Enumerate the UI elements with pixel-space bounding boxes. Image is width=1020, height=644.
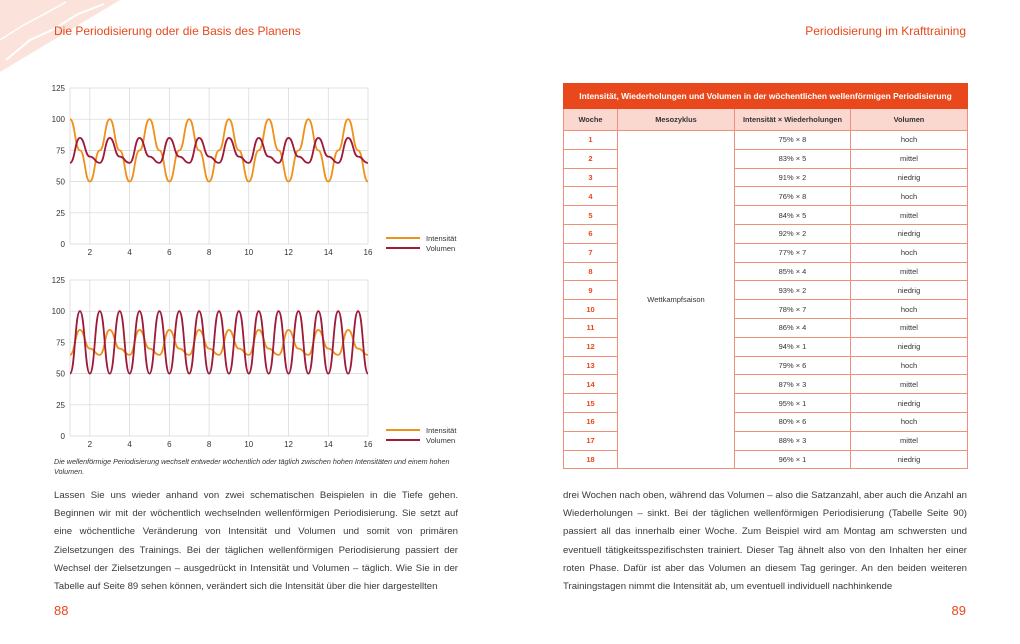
volume-cell: niedrig bbox=[851, 450, 968, 469]
corner-decoration bbox=[0, 0, 120, 80]
volume-cell: niedrig bbox=[851, 394, 968, 413]
x-tick-label: 6 bbox=[167, 440, 172, 449]
intensity-cell: 88% × 3 bbox=[735, 431, 851, 450]
volume-cell: mittel bbox=[851, 375, 968, 394]
intensity-cell: 95% × 1 bbox=[735, 394, 851, 413]
table-title: Intensität, Wiederholungen und Volumen in der wöchentlichen wellenförmigen Periodisierung bbox=[564, 84, 968, 109]
figure-caption: Die wellenförmige Periodisierung wechselt entweder wöchentlich oder täglich zwischen hohen Intensitäten und einem hohen Volumen. bbox=[54, 457, 450, 476]
week-cell: 7 bbox=[564, 243, 618, 262]
intensity-cell: 76% × 8 bbox=[735, 187, 851, 206]
week-cell: 6 bbox=[564, 224, 618, 243]
intensity-cell: 86% × 4 bbox=[735, 318, 851, 337]
y-tick-label: 75 bbox=[56, 338, 65, 348]
intensity-cell: 92% × 2 bbox=[735, 224, 851, 243]
volume-cell: hoch bbox=[851, 243, 968, 262]
paragraph-right: drei Wochen nach oben, während das Volumen – also die Satzanzahl, aber auch die Anzahl an Wiederholungen – sinkt. Bei der täglichen wellenförmigen Periodisierung (Tabelle Seite 90) passiert all das innerhalb einer Woche. Zum Beispiel wird am Montag am schwersten und eventuell tätigkeitsspezifischsten trainiert. Dieser Tag ähnelt also von den Inhalten her einer roten Phase. Dafür ist aber das Volumen an diesem Tag geringer. An den beiden weiteren Trainingstagen nimmt die Intensität ab, um eventuell individuell nachhinkende bbox=[563, 490, 967, 593]
weekly-undulation-chart bbox=[40, 80, 470, 262]
x-tick-label: 14 bbox=[323, 248, 333, 257]
volume-cell: hoch bbox=[851, 356, 968, 375]
legend-label: Volumen bbox=[426, 436, 456, 445]
volume-cell: niedrig bbox=[851, 224, 968, 243]
paragraph-left: Lassen Sie uns wieder anhand von zwei schematischen Beispielen in die Tiefe gehen. Beginnen wir mit der wöchentlich wechselnden wellenförmigen Periodisierung. Sie setzt auf eine wöchentliche Veränderung von Intensität und Volumen und somit von primären Zielsetzungen des Trainings. Bei der täglichen wellenförmigen Periodisierung passiert der Wechsel der Zielsetzungen – ausgedrückt in Intensität und Volumen – täglich. Wie Sie in der Tabelle auf Seite 89 sehen können, verändert sich die Intensität über die hier dargestellten bbox=[54, 490, 458, 593]
body-text-right bbox=[563, 487, 967, 596]
week-cell: 4 bbox=[564, 187, 618, 206]
intensity-cell: 87% × 3 bbox=[735, 375, 851, 394]
intensity-cell: 79% × 6 bbox=[735, 356, 851, 375]
x-tick-label: 10 bbox=[244, 440, 254, 449]
volume-cell: mittel bbox=[851, 318, 968, 337]
week-cell: 14 bbox=[564, 375, 618, 394]
y-tick-label: 100 bbox=[51, 115, 65, 125]
intensity-cell: 93% × 2 bbox=[735, 281, 851, 300]
y-tick-label: 0 bbox=[60, 432, 65, 441]
x-tick-label: 2 bbox=[87, 440, 93, 449]
x-tick-label: 2 bbox=[87, 248, 93, 257]
legend-label: Intensität bbox=[426, 426, 457, 435]
volume-cell: hoch bbox=[851, 412, 968, 431]
week-cell: 12 bbox=[564, 337, 618, 356]
periodization-table bbox=[563, 83, 968, 469]
page-number-right: 89 bbox=[951, 603, 966, 618]
volume-cell: hoch bbox=[851, 300, 968, 319]
header-mesocycle: Mesozyklus bbox=[618, 109, 735, 131]
week-cell: 18 bbox=[564, 450, 618, 469]
intensity-cell: 77% × 7 bbox=[735, 243, 851, 262]
legend-label: Volumen bbox=[426, 244, 456, 253]
week-cell: 10 bbox=[564, 300, 618, 319]
volume-cell: niedrig bbox=[851, 168, 968, 187]
page-number-left: 88 bbox=[54, 603, 69, 618]
intensity-cell: 80% × 6 bbox=[735, 412, 851, 431]
volume-cell: hoch bbox=[851, 187, 968, 206]
x-tick-label: 14 bbox=[323, 440, 333, 449]
week-cell: 11 bbox=[564, 318, 618, 337]
week-cell: 1 bbox=[564, 131, 618, 150]
table-row bbox=[564, 131, 968, 150]
x-tick-label: 16 bbox=[363, 440, 373, 449]
header-volume: Volumen bbox=[851, 109, 968, 131]
volume-cell: niedrig bbox=[851, 281, 968, 300]
intensity-cell: 96% × 1 bbox=[735, 450, 851, 469]
week-cell: 15 bbox=[564, 394, 618, 413]
x-tick-label: 4 bbox=[127, 248, 132, 257]
y-tick-label: 0 bbox=[60, 240, 65, 249]
x-tick-label: 8 bbox=[206, 248, 212, 257]
intensity-cell: 78% × 7 bbox=[735, 300, 851, 319]
volume-cell: mittel bbox=[851, 149, 968, 168]
y-tick-label: 125 bbox=[51, 276, 65, 285]
intensity-cell: 84% × 5 bbox=[735, 206, 851, 225]
week-cell: 17 bbox=[564, 431, 618, 450]
running-head-left: Die Periodisierung oder die Basis des Planens bbox=[54, 24, 301, 38]
week-cell: 8 bbox=[564, 262, 618, 281]
y-tick-label: 50 bbox=[56, 177, 65, 187]
x-tick-label: 6 bbox=[167, 248, 172, 257]
x-tick-label: 16 bbox=[363, 248, 373, 257]
volume-cell: mittel bbox=[851, 262, 968, 281]
volume-cell: mittel bbox=[851, 206, 968, 225]
intensity-cell: 85% × 4 bbox=[735, 262, 851, 281]
week-cell: 3 bbox=[564, 168, 618, 187]
week-cell: 16 bbox=[564, 412, 618, 431]
x-tick-label: 4 bbox=[127, 440, 132, 449]
intensity-cell: 83% × 5 bbox=[735, 149, 851, 168]
x-tick-label: 12 bbox=[284, 248, 293, 257]
week-cell: 9 bbox=[564, 281, 618, 300]
volume-cell: hoch bbox=[851, 131, 968, 150]
week-cell: 5 bbox=[564, 206, 618, 225]
body-text-left bbox=[54, 487, 458, 596]
y-tick-label: 25 bbox=[56, 400, 65, 410]
mesocycle-cell: Wettkampfsaison bbox=[618, 131, 735, 469]
legend-label: Intensität bbox=[426, 234, 457, 243]
header-intensity-reps: Intensität × Wiederholungen bbox=[735, 109, 851, 131]
volume-cell: mittel bbox=[851, 431, 968, 450]
intensity-cell: 94% × 1 bbox=[735, 337, 851, 356]
y-tick-label: 25 bbox=[56, 208, 65, 218]
y-tick-label: 50 bbox=[56, 369, 65, 379]
intensity-cell: 91% × 2 bbox=[735, 168, 851, 187]
y-tick-label: 100 bbox=[51, 307, 65, 317]
volume-cell: niedrig bbox=[851, 337, 968, 356]
x-tick-label: 10 bbox=[244, 248, 254, 257]
header-week: Woche bbox=[564, 109, 618, 131]
intensity-cell: 75% × 8 bbox=[735, 131, 851, 150]
week-cell: 13 bbox=[564, 356, 618, 375]
week-cell: 2 bbox=[564, 149, 618, 168]
y-tick-label: 75 bbox=[56, 146, 65, 156]
y-tick-label: 125 bbox=[51, 84, 65, 93]
running-head-right: Periodisierung im Krafttraining bbox=[805, 24, 966, 38]
x-tick-label: 12 bbox=[284, 440, 293, 449]
x-tick-label: 8 bbox=[206, 440, 212, 449]
daily-undulation-chart bbox=[40, 272, 470, 454]
